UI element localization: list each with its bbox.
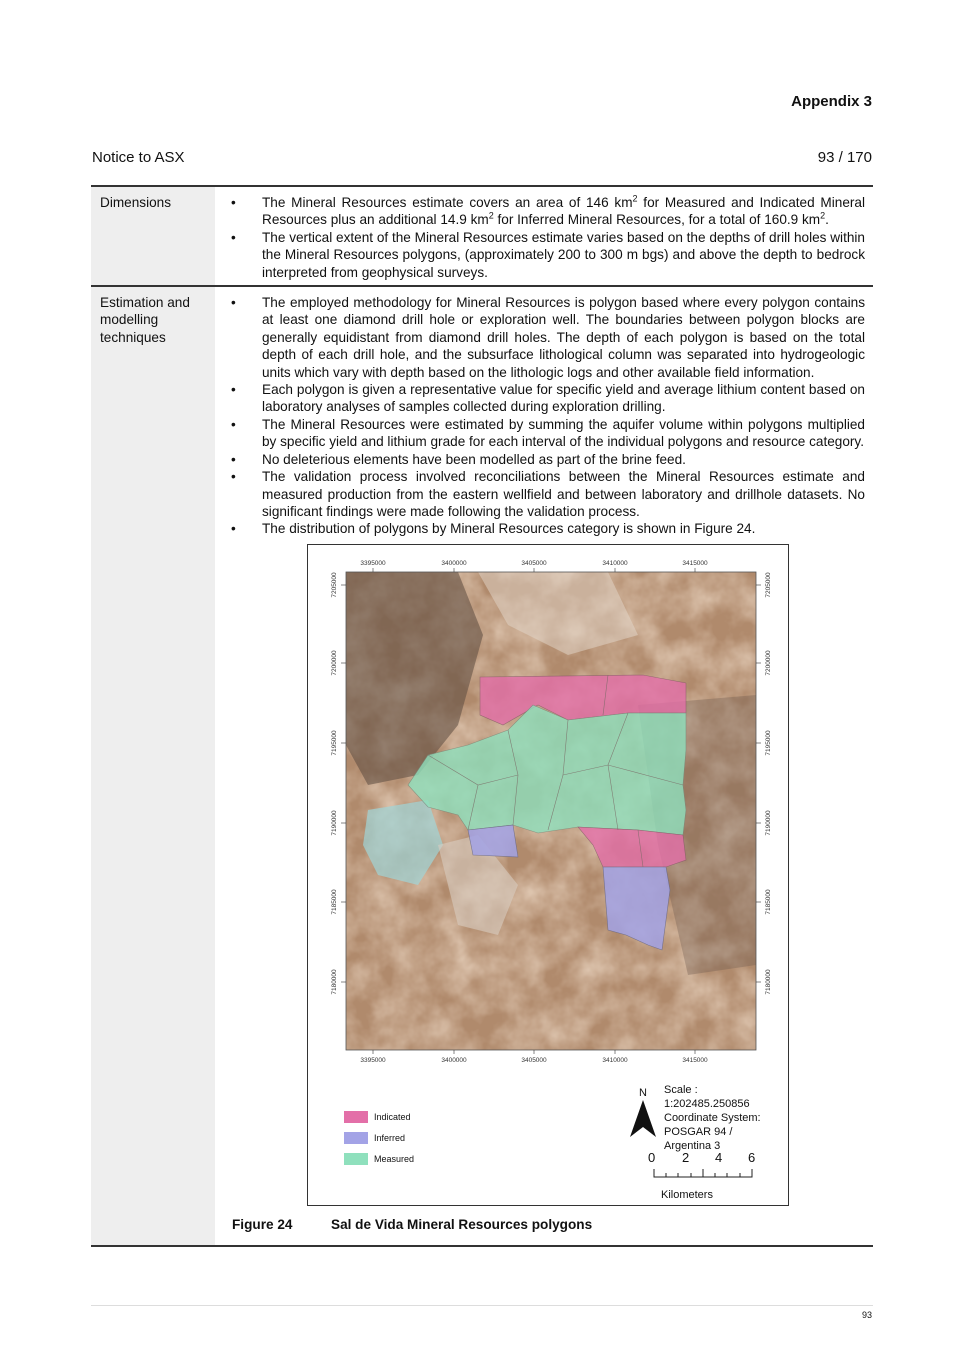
legend-swatch-measured — [344, 1153, 368, 1165]
axis-tick-label: 7180000 — [765, 969, 772, 995]
axis-tick-label: 3410000 — [602, 1056, 628, 1064]
axis-tick-label: 3395000 — [360, 559, 386, 567]
scale-bar-number: 0 — [648, 1149, 656, 1165]
bullet-item: • The employed methodology for Mineral Resources is polygon based where every polygon contains at least one diamond drill hole or exploration well. The boundaries between polygon blocks are generally equidistant from diamond drill holes. The depth of each polygon is based on the total depth of each drill hole, and the subsurface lithological column was separated into hydrogeologic units which vary with depth based on the lithologic logs and other available field information. — [230, 294, 865, 381]
legend-label: Measured — [374, 1153, 415, 1164]
figure-caption — [232, 1216, 865, 1233]
legend-swatch-inferred — [344, 1132, 368, 1144]
page-number: 93 — [861, 1310, 872, 1320]
page-of: 93 / 170 — [817, 149, 872, 166]
north-arrow-icon — [630, 1100, 656, 1137]
bullet-item: • The vertical extent of the Mineral Resources estimate varies based on the depths of drill holes within the Mineral Resources polygons, (approximately 200 to 300 m bgs) and above the depth to bedrock interpreted from geophysical surveys. — [230, 229, 865, 281]
axis-tick-label: 7180000 — [331, 969, 338, 995]
axis-tick-label: 3405000 — [521, 1056, 547, 1064]
axis-tick-label: 3400000 — [441, 559, 467, 567]
scale-bar-unit: Kilometers — [661, 1188, 713, 1201]
table-row — [91, 186, 873, 286]
axis-tick-label: 7200000 — [765, 650, 772, 676]
bullet-item: • The Mineral Resources were estimated by summing the aquifer volume within polygons multiplied by specific yield and lithium grade for each interval of the individual polygons and resource category. — [230, 416, 865, 451]
axis-tick-label: 7205000 — [331, 572, 338, 598]
scale-info-line: 1:202485.250856 — [664, 1097, 750, 1110]
legend-item — [344, 1107, 414, 1128]
doc-title: Notice to ASX — [92, 149, 185, 166]
scale-info-line: Scale : — [664, 1083, 698, 1096]
bullet-item: • The validation process involved reconciliations between the Mineral Resources estimate and measured production from the eastern wellfield and between laboratory and drillhole datasets. No significant findings were made following the validation process. — [230, 468, 865, 520]
scale-info — [664, 1083, 761, 1153]
axis-tick-label: 7200000 — [331, 650, 338, 676]
resource-table — [91, 185, 873, 1247]
legend-item — [344, 1128, 414, 1149]
bullet-item: • The distribution of polygons by Mineral Resources category is shown in Figure 24. — [230, 520, 865, 537]
bullet-item: • No deleterious elements have been modelled as part of the brine feed. — [230, 451, 865, 468]
bullet-item: • Each polygon is given a representative value for specific yield and average lithium content based on laboratory analyses of samples collected during exploration drilling. — [230, 381, 865, 416]
bullet-list — [230, 294, 865, 538]
figure-number: Figure 24 — [232, 1216, 293, 1232]
table-row — [91, 286, 873, 1246]
page-header — [92, 149, 872, 166]
bullet-item: • The Mineral Resources estimate covers an area of 146 $km^2$ for Measured and Indicated Mineral Resources plus an additional 14.9 $km^2$ for Inferred Mineral Resources, for a total of 160.9 $km^2$. — [230, 194, 865, 229]
axis-tick-label: 7185000 — [331, 889, 338, 915]
axis-tick-label: 3415000 — [682, 1056, 708, 1064]
scale-info-line: Coordinate System: — [664, 1111, 761, 1124]
scale-info-line: Argentina 3 — [664, 1139, 721, 1152]
row-content — [215, 186, 873, 286]
row-label: Estimation and modelling techniques — [91, 286, 215, 1246]
inferred-polygon-west — [468, 825, 518, 857]
scale-info-line: POSGAR 94 / — [664, 1125, 733, 1138]
legend-label: Indicated — [374, 1111, 411, 1122]
scale-bar — [654, 1169, 752, 1177]
axis-tick-label: 3410000 — [602, 559, 628, 567]
axis-tick-label: 7195000 — [331, 730, 338, 756]
scale-bar-number: 6 — [748, 1149, 756, 1165]
row-content — [215, 286, 873, 1246]
footer-rule — [91, 1305, 873, 1306]
map-legend — [344, 1107, 414, 1170]
scale-bar-number: 4 — [715, 1149, 723, 1165]
legend-swatch-indicated — [344, 1111, 368, 1123]
legend-label: Inferred — [374, 1132, 406, 1143]
figure-caption-text: Sal de Vida Mineral Resources polygons — [331, 1216, 593, 1232]
bullet-list — [230, 194, 865, 281]
axis-tick-label: 7190000 — [331, 810, 338, 836]
appendix-label: Appendix 3 — [791, 93, 872, 110]
axis-tick-label: 7185000 — [765, 889, 772, 915]
axis-tick-label: 3415000 — [682, 559, 708, 567]
axis-tick-label: 3400000 — [441, 1056, 467, 1064]
scale-bar-number: 2 — [682, 1149, 690, 1165]
axis-tick-label: 7205000 — [765, 572, 772, 598]
axis-tick-label: 3395000 — [360, 1056, 386, 1064]
row-label: Dimensions — [91, 186, 215, 286]
axis-tick-label: 3405000 — [521, 559, 547, 567]
axis-tick-label: 7195000 — [765, 730, 772, 756]
figure-map — [307, 544, 789, 1206]
axis-tick-label: 7190000 — [765, 810, 772, 836]
legend-item — [344, 1149, 414, 1170]
north-label: N — [639, 1086, 647, 1099]
